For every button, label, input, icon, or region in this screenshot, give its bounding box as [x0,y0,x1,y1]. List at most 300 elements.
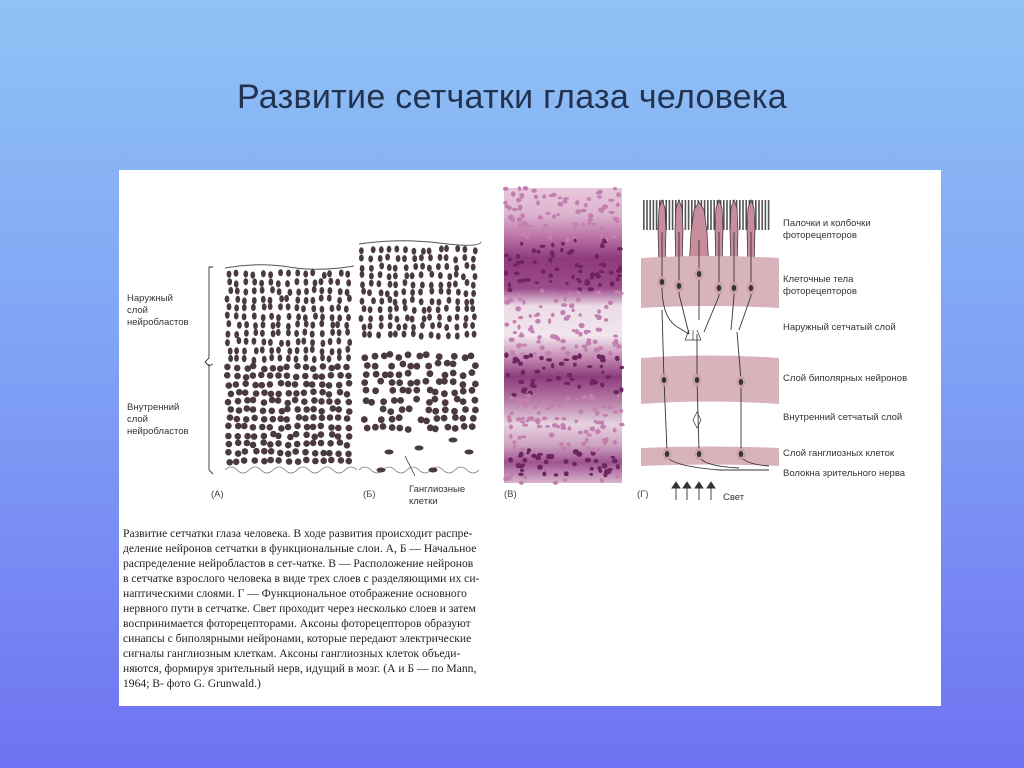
neuroblast-cell [395,316,400,323]
neuroblast-cell [252,278,257,285]
neuroblast-cell [278,354,283,361]
histology-grain [613,335,618,338]
neuroblast-cell [250,272,255,279]
neuroblast-cell [286,303,291,310]
histology-grain [520,398,524,402]
neuroblast-cell [451,390,458,397]
histology-grain [561,242,565,246]
histology-grain [585,458,591,462]
neuroblast-cell [368,323,373,330]
neuroblast-cell [372,424,379,431]
neuroblast-cell [421,248,426,255]
histology-grain [591,230,595,233]
neuroblast-cell [368,315,373,322]
histology-grain [518,206,522,211]
neuroblast-cells-a [224,269,353,466]
histology-grain [542,472,546,477]
histology-grain [598,346,604,350]
neuroblast-cell [311,305,316,312]
histology-grain [587,338,592,342]
neuroblast-cell [228,391,235,398]
neuroblast-cell [310,406,317,413]
neuroblast-cell [286,323,291,330]
histology-grain [598,190,603,194]
neuroblast-cell [403,279,408,286]
neuroblast-cell [250,363,257,370]
histology-grain [520,469,524,473]
histology-grain [511,191,516,197]
neuroblast-cell [423,418,430,425]
neuroblast-cell [427,248,432,255]
histology-grain [542,194,546,198]
neuroblast-cell [360,298,365,305]
neuroblast-cell [267,372,274,379]
neuroblast-cell [304,424,311,431]
neuroblast-cell [400,361,407,368]
neuroblast-cell [419,298,424,305]
histology-grain [566,442,571,446]
histology-grain [619,409,623,413]
neuroblast-cell [346,433,353,440]
histology-grain [608,351,613,356]
histology-grain [613,440,617,445]
neuroblast-cell [377,280,382,287]
rod-outer-segment [685,200,687,230]
neuroblast-cell [328,372,335,379]
neuroblast-cell [387,246,392,253]
histology-grain [548,273,553,278]
histology-grain [566,237,570,242]
inner-layer-label-3: нейробластов [127,426,189,437]
histology-grain [587,197,591,201]
histology-grain [512,360,517,364]
neuroblast-cell [271,330,276,337]
neuroblast-cell [294,441,301,448]
neuroblast-cell [450,370,457,377]
histology-grain [558,202,564,207]
slide-title: Развитие сетчатки глаза человека [236,78,788,116]
histology-grain [616,278,620,282]
neuroblast-cell [286,340,291,347]
neuroblast-cell [237,337,242,344]
neuroblast-cell [226,331,231,338]
neuroblast-cell [371,297,376,304]
neuroblast-cell [320,354,325,361]
neuroblast-cell [455,305,460,312]
neuroblast-cell [318,431,325,438]
outer-layer-label-2: слой [127,305,148,316]
histology-grain [534,314,539,317]
histology-grain [604,318,608,322]
neuroblast-cell [285,280,290,287]
histology-grain [517,292,520,295]
neuroblast-cell [267,381,274,388]
neuron-nucleus [677,283,681,289]
neuroblast-cell [346,354,351,361]
neuroblast-cell [250,372,257,379]
neuroblast-cell [469,369,476,376]
retina-diagram [119,170,941,515]
neuroblast-cell [303,270,308,277]
neuroblast-cell [233,459,240,466]
neuroblast-cell [244,405,251,412]
histology-grain [600,226,604,229]
histology-grain [616,473,619,478]
neuroblast-cell [269,408,276,415]
neuroblast-cell [278,303,283,310]
neuroblast-cell [346,380,353,387]
neuroblast-cell [413,387,420,394]
neuroblast-cell [227,303,232,310]
histology-grain [543,224,548,227]
caption-line: 1964; В- фото G. Grunwald.) [123,677,261,690]
histology-grain [557,337,560,342]
histology-grain [571,275,574,280]
neuroblast-cell [251,415,258,422]
neuroblast-cell [441,378,448,385]
histology-grain [533,352,537,355]
neuroblast-cell [359,247,364,254]
neuroblast-cell [393,265,398,272]
neuroblast-cell [337,389,344,396]
neuroblast-cell [405,351,412,358]
histology-grain [537,335,541,340]
neuroblast-cell [303,314,308,321]
neuroblast-cell [304,279,309,286]
histology-grain [559,442,564,447]
neuroblast-cell [304,347,309,354]
histology-grain [531,189,536,193]
histology-grain [575,329,579,334]
neuroblast-cell [472,313,477,320]
neuroblast-cell [423,351,430,358]
neuroblast-cell [234,280,239,287]
neuroblast-cell [286,329,291,336]
neuroblast-cell [368,399,375,406]
histology-grain [511,218,515,222]
neuroblast-cell [360,281,365,288]
neuroblast-cell [455,314,460,321]
histology-grain [518,436,522,440]
neuroblast-cell [260,330,265,337]
histology-grain [517,325,520,330]
neuron-nucleus [660,279,664,285]
rod-outer-segment [713,200,715,230]
neuroblast-cell [399,406,406,413]
neuroblast-cell [259,280,264,287]
neuroblast-cell [261,433,268,440]
neuroblast-cell [414,363,421,370]
neuroblast-cell [339,270,344,277]
histology-grain [602,239,606,243]
histology-grain [539,356,544,360]
neuroblast-cell [242,389,249,396]
neuroblast-cell [312,286,317,293]
neuroblast-cell [439,288,444,295]
histology-grain [577,353,581,359]
neuroblast-cell [388,296,393,303]
histology-grain [564,382,568,385]
neuroblast-cell [269,347,274,354]
neuroblast-cell [472,362,479,369]
histology-grain [561,303,567,307]
neuroblast-cell [225,399,232,406]
histology-grain [546,212,551,215]
neuroblast-cell [429,271,434,278]
neuroblast-cell [347,339,352,346]
neuroblast-cell [445,424,452,431]
neuroblast-cell [270,416,277,423]
neuroblast-cell [235,287,240,294]
histology-grain [575,398,578,401]
neuroblast-cell [320,458,327,465]
neuroblast-cell [454,396,461,403]
neuron-nucleus [717,285,721,291]
histology-grain [601,371,604,374]
histology-grain [524,398,528,403]
panel-a-bottom-edge [225,467,357,473]
neuroblast-cell [304,297,309,304]
neuroblast-cell [472,397,479,404]
histology-grain [578,280,582,283]
histology-grain [546,358,552,362]
panel-label-v: (В) [504,489,517,500]
neuroblast-cell [420,263,425,270]
neuroblast-cell [276,314,281,321]
neuroblast-cell [371,246,376,253]
histology-grain [529,353,533,358]
histology-grain [533,261,537,264]
histology-grain [545,425,550,428]
neuroblast-cell [303,355,308,362]
neuroblast-cell [346,425,353,432]
ganglion-cell [429,468,438,473]
histology-grain [551,363,554,369]
neuroblast-cell [363,387,370,394]
neuroblast-cell [253,322,258,329]
histology-grain [564,296,567,301]
light-arrows [672,482,715,500]
neuroblast-cell [242,348,247,355]
neuroblast-cell [311,297,316,304]
neuroblast-cell [310,440,317,447]
neuroblast-cell [261,321,266,328]
neuroblast-cell [388,313,393,320]
neuroblast-cell [226,459,233,466]
neuroblast-cell [345,289,350,296]
neuroblast-cell [396,425,403,432]
neuroblast-cell [428,254,433,261]
neuroblast-cell [268,271,273,278]
histology-grain [522,222,528,227]
histology-grain [552,214,556,218]
neuroblast-cell [429,332,434,339]
neuroblast-cell [301,338,306,345]
neuroblast-cell [310,339,315,346]
neuroblast-cell [463,322,468,329]
neuroblast-cell [453,256,458,263]
histology-grain [579,313,582,316]
neuroblast-cell [225,339,230,346]
rod-outer-segment [707,200,709,230]
histology-grain [557,405,562,408]
neuroblast-cell [472,331,477,338]
histology-grain [525,278,531,282]
neuroblast-cell [393,281,398,288]
neuroblast-cell [450,361,457,368]
histology-grain [546,379,552,382]
histology-grain [577,291,581,295]
neuroblast-cell [261,270,266,277]
histology-grain [559,362,565,366]
neuroblast-cell [344,322,349,329]
caption-line: в сетчатке взрослого человека в виде трех слоев с разделяющими их си- [123,572,480,585]
histology-grain [568,426,571,430]
neuroblast-cell [345,373,352,380]
neuroblast-cell [330,321,335,328]
neuroblast-cell [285,442,292,449]
neuroblast-cell [292,397,299,404]
neuroblast-cell [396,414,403,421]
histology-grain [565,397,571,401]
neuroblast-cell [379,315,384,322]
histology-grain [537,425,543,428]
neuroblast-cell [235,296,240,303]
neuroblast-cell [429,288,434,295]
neuroblast-cell [464,305,469,312]
histology-grain [617,247,623,251]
neuroblast-cell [403,323,408,330]
histology-grain [536,340,541,343]
neuron-nucleus [697,451,701,457]
neuroblast-cell [234,304,239,311]
neuroblast-cell [412,307,417,314]
neuroblast-cell [405,370,412,377]
neuroblast-cell [275,457,282,464]
neuroblast-cell [380,406,387,413]
neuroblast-cell [227,278,232,285]
neuroblast-cell [268,339,273,346]
histology-grain [592,223,596,226]
panel-a [127,265,357,500]
neuroblast-cell [346,408,353,415]
neuroblast-cell [275,391,282,398]
rod-outer-segment [646,200,648,230]
layer-label-optic-fibers: Волокна зрительного нерва [783,468,906,479]
histology-grain [513,264,517,267]
neuroblast-cell [318,398,325,405]
histology-grain [590,272,595,277]
neuroblast-cell [347,295,352,302]
neuroblast-cell [471,282,476,289]
histology-grain [619,387,623,392]
neuroblast-cell [261,399,268,406]
histology-grain [531,330,535,333]
panel-label-b: (Б) [363,489,376,500]
neuroblast-cell [450,378,457,385]
neuroblast-cell [343,364,350,371]
histology-grain [563,359,569,362]
neuroblast-cell [262,338,267,345]
rod-outer-segment [726,200,728,230]
neuroblast-cell [447,281,452,288]
neuroblast-cell [294,363,301,370]
neuroblast-cell [442,372,449,379]
caption-line: деление нейронов сетчатки в функциональные слои. А, Б — Начальное [123,542,477,555]
neuroblast-cell [293,431,300,438]
histology-grain [616,269,622,273]
histology-grain [541,231,545,234]
histology-grain [516,254,521,259]
neuroblast-cell [372,387,379,394]
neuroblast-cell [303,457,310,464]
neuroblast-cell [413,396,420,403]
neuroblast-cell [435,360,442,367]
neuroblast-cell [327,355,332,362]
histology-grain [521,417,526,421]
neuroblast-cell [444,263,449,270]
neuroblast-cell [321,340,326,347]
neuroblast-cell [427,314,432,321]
histology-grain [513,331,517,334]
neuroblast-cell [464,299,469,306]
neuroblast-cell [302,415,309,422]
neuroblast-cell [319,278,324,285]
neuroblast-cell [312,450,319,457]
neuroblast-cell [275,397,282,404]
neuroblast-cell [420,322,425,329]
neuroblast-cell [387,351,394,358]
neuroblast-cell [242,297,247,304]
histology-grain [513,445,516,449]
histology-grain [523,355,529,359]
neuroblast-cell [271,322,276,329]
figure-panel [119,170,941,706]
neuroblast-cell [330,348,335,355]
inner-layer-bracket [209,364,213,474]
histology-grain [563,199,568,204]
neuroblast-cell [295,278,300,285]
histology-grain [544,460,549,465]
neuroblast-cell [234,347,239,354]
neuroblast-cell [372,353,379,360]
histology-grain [530,382,535,387]
histology-grain [588,287,594,291]
neuroblast-cell [452,414,459,421]
neuroblast-cell [260,439,267,446]
neuroblast-cell [396,324,401,331]
neuroblast-cell [235,440,242,447]
neuroblast-cell [319,295,324,302]
neuroblast-cell [251,433,258,440]
histology-grain [573,363,577,367]
neuroblast-cell [242,355,247,362]
histology-grain [618,291,624,295]
histology-grain [600,383,604,386]
neuroblast-cell [310,269,315,276]
histology-grain [578,265,583,269]
histology-grain [504,270,508,276]
neuroblast-cell [267,441,274,448]
histology-grain [545,351,551,356]
neuroblast-cell [242,304,247,311]
neuroblast-cell [244,397,251,404]
layer-label-cell-bodies-2: фоторецепторов [783,286,857,297]
histology-grain [521,232,526,237]
neuroblast-cell [328,287,333,294]
histology-grain [605,469,611,474]
neuroblast-cell [241,457,248,464]
